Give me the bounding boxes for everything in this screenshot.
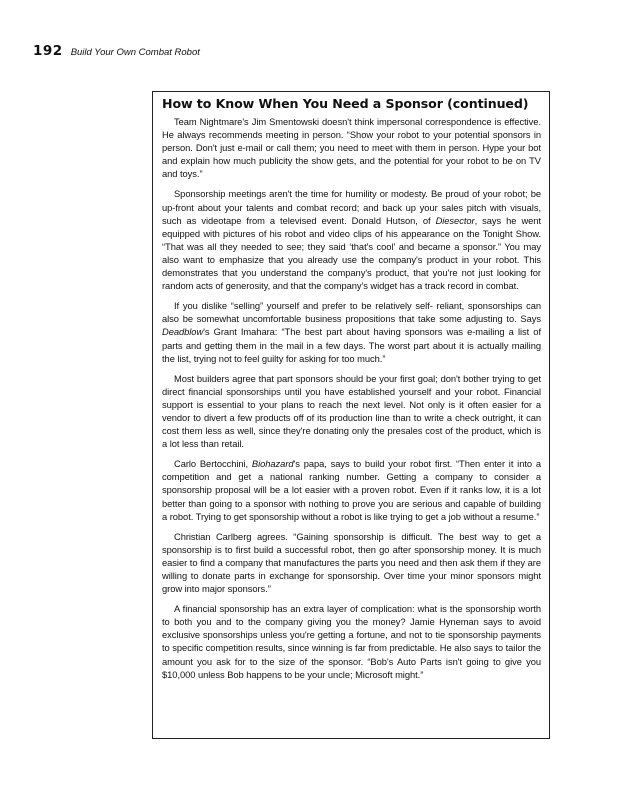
running-head [33,43,200,59]
sponsor-sidebar-box [152,91,550,739]
text-run: , says he went equipped with pictures of his robot and video clips of his appearance on the Tonight Show. “That was all they needed to see; they said ‘that's cool’ and became a sponsor.” You may also want to emphasize that you already use the company's product in your robot. This demonstrates that you understand the company's product, that you're not just looking for random acts of generosity, and that the company's widget has a track record in combat. [162,215,541,292]
robot-name: Biohazard [251,459,294,470]
text-run: If you dislike “selling” yourself and prefer to be relatively self- reliant, sponsorships can also be somewhat uncomfortable business propositions that take some adjusting to. Says [162,301,541,325]
sidebar-paragraph [162,300,541,365]
sidebar-paragraph [162,116,541,181]
sidebar-paragraph [162,603,541,682]
sidebar-paragraph [162,531,541,596]
text-run: 's papa, says to build your robot first. “Then enter it into a competition and get a national ranking number. Getting a company to consider a sponsorship proposal will be a lot easier with a proven robot. Even if it ranks low, it is a lot better than going to a sponsor with nothing to prove you are serious and capable of building a robot. Trying to get sponsorship without a robot is like trying to get a job without a resume.” [162,459,541,522]
text-run: A financial sponsorship has an extra layer of complication: what is the sponsorship worth to both you and to the company giving you the money? Jamie Hyneman says to avoid exclusive sponsorships unless you're getting a fortune, and not to tie sponsorship payments to specific competition results, since winning is far from predictable. He also says to tailor the amount you ask for to the size of the sponsor. “Bob's Auto Parts isn't going to give you $10,000 unless Bob happens to be your uncle; Microsoft might.” [162,604,541,680]
book-title: Build Your Own Combat Robot [70,47,200,58]
text-run: 's Grant Imahara: “The best part about having sponsors was e-mailing a list of parts and getting them in the mail in a few days. The worst part about it is actually mailing the list, trying not to feel guilty for asking for too much.” [162,327,541,364]
sidebar-paragraph [162,188,541,293]
page-number: 192 [33,43,63,59]
text-run: Sponsorship meetings aren't the time for humility or modesty. Be proud of your robot; be up-front about your talents and combat record; and back up your sales pitch with visuals, such as videotape from a televised event. Donald Hutson, of [162,189,541,226]
sidebar-paragraph [162,373,541,452]
text-run: Most builders agree that part sponsors should be your first goal; don't bother trying to get direct financial sponsorships until you have established yourself and your robot. Financial support is essential to your plans to reach the next level. Not only is it often easier for a vendor to divert a few products off of its production line than to write a check outright, it can cost them less as well, since they're donating only the presales cost of the product, which is a lot less than retail. [162,373,541,450]
robot-name: Deadblow [162,327,204,338]
text-run: Christian Carlberg agrees. “Gaining sponsorship is difficult. The best way to get a sponsorship is to first build a successful robot, then go after sponsorship money. It is much easier to find a company that manufactures the parts you need and then ask them if they are willing to donate parts in exchange for sponsorship. Over time your minor sponsors might grow into major sponsors.” [162,531,541,595]
sidebar-paragraph [162,458,541,523]
sidebar-title: How to Know When You Need a Sponsor (continued) [162,96,529,111]
robot-name: Diesector [435,215,475,226]
text-run: Team Nightmare's Jim Smentowski doesn't think impersonal correspondence is effective. He always recommends meeting in person. “Show your robot to your potential sponsors in person. Don't just e-mail or call them; you need to meet with them in person. Hype your bot and explain how much publicity the show gets, and the potential for your robot to be on TV and toys.” [162,117,541,180]
text-run: Carlo Bertocchini, [174,459,252,470]
